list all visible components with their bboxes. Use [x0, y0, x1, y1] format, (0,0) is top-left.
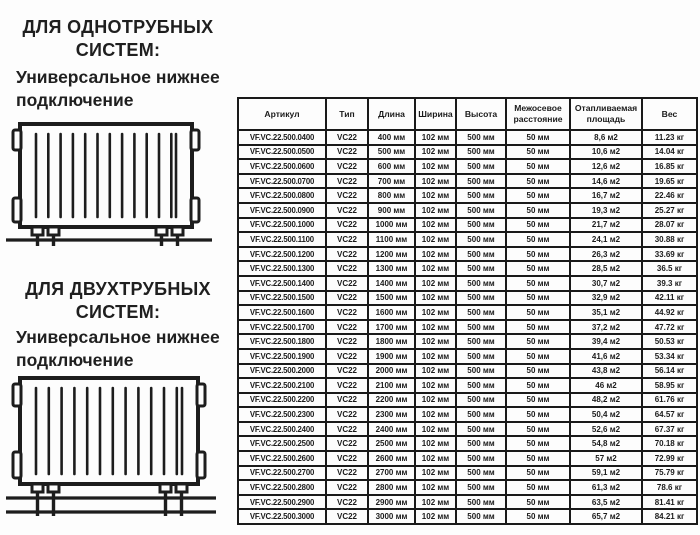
cell-length: 2200 мм: [368, 393, 415, 408]
cell-article: VF.VC.22.500.0500: [238, 145, 326, 160]
cell-length: 1100 мм: [368, 232, 415, 247]
cell-weight: 25.27 кг: [642, 203, 697, 218]
cell-width: 102 мм: [415, 305, 456, 320]
cell-weight: 39.3 кг: [642, 276, 697, 291]
cell-height: 500 мм: [456, 174, 506, 189]
cell-axial-distance: 50 мм: [506, 407, 570, 422]
cell-axial-distance: 50 мм: [506, 130, 570, 145]
cell-height: 500 мм: [456, 422, 506, 437]
cell-weight: 16.85 кг: [642, 159, 697, 174]
cell-height: 500 мм: [456, 218, 506, 233]
table-row: [238, 261, 697, 276]
table-row: [238, 130, 697, 145]
cell-axial-distance: 50 мм: [506, 261, 570, 276]
cell-length: 2300 мм: [368, 407, 415, 422]
cell-length: 1600 мм: [368, 305, 415, 320]
cell-heated-area: 8,6 м2: [570, 130, 642, 145]
cell-heated-area: 61,3 м2: [570, 480, 642, 495]
cell-width: 102 мм: [415, 407, 456, 422]
column-header-axial-distance: Межосевое расстояние: [506, 98, 570, 130]
cell-axial-distance: 50 мм: [506, 145, 570, 160]
cell-height: 500 мм: [456, 480, 506, 495]
cell-article: VF.VC.22.500.1900: [238, 349, 326, 364]
cell-article: VF.VC.22.500.1600: [238, 305, 326, 320]
table-row: [238, 349, 697, 364]
cell-heated-area: 14,6 м2: [570, 174, 642, 189]
cell-axial-distance: 50 мм: [506, 509, 570, 524]
cell-heated-area: 21,7 м2: [570, 218, 642, 233]
cell-heated-area: 35,1 м2: [570, 305, 642, 320]
cell-length: 2100 мм: [368, 378, 415, 393]
cell-article: VF.VC.22.500.0900: [238, 203, 326, 218]
cell-length: 2900 мм: [368, 495, 415, 510]
cell-heated-area: 12,6 м2: [570, 159, 642, 174]
cell-article: VF.VC.22.500.1000: [238, 218, 326, 233]
cell-width: 102 мм: [415, 422, 456, 437]
cell-width: 102 мм: [415, 130, 456, 145]
cell-heated-area: 16,7 м2: [570, 188, 642, 203]
cell-height: 500 мм: [456, 188, 506, 203]
table-row: [238, 291, 697, 306]
cell-weight: 42.11 кг: [642, 291, 697, 306]
cell-height: 500 мм: [456, 451, 506, 466]
cell-heated-area: 46 м2: [570, 378, 642, 393]
cell-article: VF.VC.22.500.3000: [238, 509, 326, 524]
table-row: [238, 320, 697, 335]
cell-width: 102 мм: [415, 378, 456, 393]
table-row: [238, 218, 697, 233]
single-pipe-systems-heading: ДЛЯ ОДНОТРУБНЫХ СИСТЕМ:: [22, 17, 214, 61]
cell-axial-distance: 50 мм: [506, 276, 570, 291]
two-pipe-subtitle: Универсальное нижнее подключение: [16, 327, 220, 371]
table-row: [238, 334, 697, 349]
table-row: [238, 203, 697, 218]
cell-length: 2400 мм: [368, 422, 415, 437]
cell-length: 1700 мм: [368, 320, 415, 335]
cell-length: 600 мм: [368, 159, 415, 174]
cell-height: 500 мм: [456, 145, 506, 160]
cell-weight: 75.79 кг: [642, 466, 697, 481]
cell-axial-distance: 50 мм: [506, 334, 570, 349]
spec-table-container: [237, 97, 696, 525]
cell-article: VF.VC.22.500.2600: [238, 451, 326, 466]
left-panel: [0, 0, 236, 535]
cell-type: VC22: [326, 422, 368, 437]
cell-height: 500 мм: [456, 232, 506, 247]
cell-article: VF.VC.22.500.1300: [238, 261, 326, 276]
cell-length: 400 мм: [368, 130, 415, 145]
cell-type: VC22: [326, 159, 368, 174]
cell-heated-area: 24,1 м2: [570, 232, 642, 247]
cell-heated-area: 19,3 м2: [570, 203, 642, 218]
cell-height: 500 мм: [456, 349, 506, 364]
cell-type: VC22: [326, 480, 368, 495]
cell-weight: 78.6 кг: [642, 480, 697, 495]
cell-axial-distance: 50 мм: [506, 203, 570, 218]
cell-heated-area: 37,2 м2: [570, 320, 642, 335]
spec-table: [237, 97, 698, 525]
table-row: [238, 174, 697, 189]
cell-article: VF.VC.22.500.2400: [238, 422, 326, 437]
cell-width: 102 мм: [415, 334, 456, 349]
cell-width: 102 мм: [415, 261, 456, 276]
table-row: [238, 466, 697, 481]
table-row: [238, 188, 697, 203]
cell-length: 500 мм: [368, 145, 415, 160]
cell-height: 500 мм: [456, 320, 506, 335]
cell-weight: 84.21 кг: [642, 509, 697, 524]
cell-width: 102 мм: [415, 159, 456, 174]
cell-weight: 19.65 кг: [642, 174, 697, 189]
cell-article: VF.VC.22.500.1100: [238, 232, 326, 247]
cell-axial-distance: 50 мм: [506, 218, 570, 233]
cell-article: VF.VC.22.500.1800: [238, 334, 326, 349]
cell-axial-distance: 50 мм: [506, 247, 570, 262]
cell-article: VF.VC.22.500.1200: [238, 247, 326, 262]
cell-heated-area: 39,4 м2: [570, 334, 642, 349]
table-row: [238, 305, 697, 320]
cell-heated-area: 54,8 м2: [570, 436, 642, 451]
table-row: [238, 393, 697, 408]
cell-axial-distance: 50 мм: [506, 174, 570, 189]
column-header-height: Высота: [456, 98, 506, 130]
two-pipe-systems-heading: ДЛЯ ДВУХТРУБНЫХ СИСТЕМ:: [25, 279, 211, 323]
cell-width: 102 мм: [415, 466, 456, 481]
cell-height: 500 мм: [456, 159, 506, 174]
cell-weight: 70.18 кг: [642, 436, 697, 451]
cell-type: VC22: [326, 203, 368, 218]
cell-type: VC22: [326, 509, 368, 524]
cell-axial-distance: 50 мм: [506, 364, 570, 379]
cell-height: 500 мм: [456, 466, 506, 481]
cell-axial-distance: 50 мм: [506, 349, 570, 364]
cell-height: 500 мм: [456, 495, 506, 510]
table-row: [238, 422, 697, 437]
cell-article: VF.VC.22.500.2000: [238, 364, 326, 379]
cell-type: VC22: [326, 232, 368, 247]
cell-length: 2600 мм: [368, 451, 415, 466]
cell-type: VC22: [326, 261, 368, 276]
cell-axial-distance: 50 мм: [506, 451, 570, 466]
cell-weight: 81.41 кг: [642, 495, 697, 510]
cell-weight: 72.99 кг: [642, 451, 697, 466]
cell-type: VC22: [326, 436, 368, 451]
cell-weight: 33.69 кг: [642, 247, 697, 262]
cell-height: 500 мм: [456, 393, 506, 408]
cell-length: 2800 мм: [368, 480, 415, 495]
cell-heated-area: 28,5 м2: [570, 261, 642, 276]
cell-width: 102 мм: [415, 291, 456, 306]
cell-width: 102 мм: [415, 495, 456, 510]
cell-length: 1800 мм: [368, 334, 415, 349]
table-row: [238, 364, 697, 379]
column-header-article: Артикул: [238, 98, 326, 130]
cell-axial-distance: 50 мм: [506, 480, 570, 495]
cell-length: 1300 мм: [368, 261, 415, 276]
cell-weight: 56.14 кг: [642, 364, 697, 379]
cell-article: VF.VC.22.500.2500: [238, 436, 326, 451]
cell-type: VC22: [326, 451, 368, 466]
cell-axial-distance: 50 мм: [506, 291, 570, 306]
cell-width: 102 мм: [415, 480, 456, 495]
cell-height: 500 мм: [456, 364, 506, 379]
cell-length: 2000 мм: [368, 364, 415, 379]
cell-article: VF.VC.22.500.2800: [238, 480, 326, 495]
cell-width: 102 мм: [415, 276, 456, 291]
cell-height: 500 мм: [456, 130, 506, 145]
cell-axial-distance: 50 мм: [506, 159, 570, 174]
table-row: [238, 407, 697, 422]
cell-article: VF.VC.22.500.0600: [238, 159, 326, 174]
cell-weight: 47.72 кг: [642, 320, 697, 335]
cell-heated-area: 26,3 м2: [570, 247, 642, 262]
table-row: [238, 480, 697, 495]
cell-heated-area: 10,6 м2: [570, 145, 642, 160]
cell-article: VF.VC.22.500.2700: [238, 466, 326, 481]
cell-heated-area: 41,6 м2: [570, 349, 642, 364]
cell-width: 102 мм: [415, 436, 456, 451]
cell-heated-area: 30,7 м2: [570, 276, 642, 291]
cell-weight: 36.5 кг: [642, 261, 697, 276]
cell-length: 800 мм: [368, 188, 415, 203]
table-row: [238, 509, 697, 524]
cell-type: VC22: [326, 188, 368, 203]
cell-type: VC22: [326, 174, 368, 189]
cell-height: 500 мм: [456, 378, 506, 393]
table-row: [238, 495, 697, 510]
cell-axial-distance: 50 мм: [506, 378, 570, 393]
cell-weight: 14.04 кг: [642, 145, 697, 160]
cell-heated-area: 32,9 м2: [570, 291, 642, 306]
cell-type: VC22: [326, 407, 368, 422]
table-row: [238, 159, 697, 174]
cell-height: 500 мм: [456, 334, 506, 349]
column-header-width: Ширина: [415, 98, 456, 130]
table-row: [238, 451, 697, 466]
cell-height: 500 мм: [456, 291, 506, 306]
table-row: [238, 378, 697, 393]
cell-article: VF.VC.22.500.0700: [238, 174, 326, 189]
cell-type: VC22: [326, 393, 368, 408]
cell-type: VC22: [326, 305, 368, 320]
cell-weight: 64.57 кг: [642, 407, 697, 422]
cell-axial-distance: 50 мм: [506, 495, 570, 510]
cell-weight: 53.34 кг: [642, 349, 697, 364]
table-row: [238, 232, 697, 247]
cell-type: VC22: [326, 218, 368, 233]
cell-length: 1400 мм: [368, 276, 415, 291]
cell-height: 500 мм: [456, 276, 506, 291]
cell-weight: 22.46 кг: [642, 188, 697, 203]
cell-height: 500 мм: [456, 247, 506, 262]
cell-length: 2700 мм: [368, 466, 415, 481]
cell-length: 1200 мм: [368, 247, 415, 262]
single-pipe-radiator-diagram: [4, 112, 216, 254]
cell-heated-area: 48,2 м2: [570, 393, 642, 408]
cell-height: 500 мм: [456, 261, 506, 276]
cell-width: 102 мм: [415, 364, 456, 379]
column-header-heated-area: Отапливаемая площадь: [570, 98, 642, 130]
cell-length: 3000 мм: [368, 509, 415, 524]
cell-axial-distance: 50 мм: [506, 320, 570, 335]
cell-article: VF.VC.22.500.2100: [238, 378, 326, 393]
cell-width: 102 мм: [415, 145, 456, 160]
cell-weight: 61.76 кг: [642, 393, 697, 408]
cell-type: VC22: [326, 349, 368, 364]
cell-axial-distance: 50 мм: [506, 232, 570, 247]
two-pipe-radiator-diagram: [4, 370, 220, 522]
cell-axial-distance: 50 мм: [506, 436, 570, 451]
cell-article: VF.VC.22.500.0400: [238, 130, 326, 145]
cell-height: 500 мм: [456, 436, 506, 451]
cell-article: VF.VC.22.500.1400: [238, 276, 326, 291]
header-row: [238, 98, 697, 130]
cell-type: VC22: [326, 145, 368, 160]
cell-type: VC22: [326, 320, 368, 335]
cell-width: 102 мм: [415, 174, 456, 189]
cell-length: 1900 мм: [368, 349, 415, 364]
cell-width: 102 мм: [415, 203, 456, 218]
table-row: [238, 276, 697, 291]
column-header-length: Длина: [368, 98, 415, 130]
cell-type: VC22: [326, 378, 368, 393]
cell-article: VF.VC.22.500.0800: [238, 188, 326, 203]
cell-width: 102 мм: [415, 232, 456, 247]
table-row: [238, 247, 697, 262]
cell-length: 700 мм: [368, 174, 415, 189]
cell-heated-area: 52,6 м2: [570, 422, 642, 437]
cell-height: 500 мм: [456, 203, 506, 218]
cell-width: 102 мм: [415, 188, 456, 203]
column-header-weight: Вес: [642, 98, 697, 130]
cell-heated-area: 59,1 м2: [570, 466, 642, 481]
cell-width: 102 мм: [415, 509, 456, 524]
cell-heated-area: 50,4 м2: [570, 407, 642, 422]
cell-length: 1500 мм: [368, 291, 415, 306]
cell-heated-area: 63,5 м2: [570, 495, 642, 510]
cell-type: VC22: [326, 291, 368, 306]
table-row: [238, 436, 697, 451]
table-row: [238, 145, 697, 160]
cell-height: 500 мм: [456, 509, 506, 524]
cell-axial-distance: 50 мм: [506, 188, 570, 203]
cell-axial-distance: 50 мм: [506, 422, 570, 437]
cell-axial-distance: 50 мм: [506, 393, 570, 408]
cell-width: 102 мм: [415, 247, 456, 262]
cell-heated-area: 57 м2: [570, 451, 642, 466]
cell-weight: 30.88 кг: [642, 232, 697, 247]
column-header-type: Тип: [326, 98, 368, 130]
cell-article: VF.VC.22.500.2200: [238, 393, 326, 408]
cell-width: 102 мм: [415, 451, 456, 466]
cell-width: 102 мм: [415, 349, 456, 364]
cell-height: 500 мм: [456, 305, 506, 320]
cell-width: 102 мм: [415, 393, 456, 408]
single-pipe-subtitle: Универсальное нижнее подключение: [16, 67, 220, 111]
cell-width: 102 мм: [415, 320, 456, 335]
cell-weight: 67.37 кг: [642, 422, 697, 437]
cell-axial-distance: 50 мм: [506, 466, 570, 481]
cell-article: VF.VC.22.500.1700: [238, 320, 326, 335]
cell-width: 102 мм: [415, 218, 456, 233]
cell-type: VC22: [326, 247, 368, 262]
cell-article: VF.VC.22.500.2300: [238, 407, 326, 422]
cell-type: VC22: [326, 466, 368, 481]
cell-length: 2500 мм: [368, 436, 415, 451]
cell-length: 1000 мм: [368, 218, 415, 233]
cell-heated-area: 43,8 м2: [570, 364, 642, 379]
cell-type: VC22: [326, 130, 368, 145]
cell-weight: 50.53 кг: [642, 334, 697, 349]
cell-weight: 28.07 кг: [642, 218, 697, 233]
cell-type: VC22: [326, 334, 368, 349]
cell-axial-distance: 50 мм: [506, 305, 570, 320]
cell-heated-area: 65,7 м2: [570, 509, 642, 524]
cell-weight: 11.23 кг: [642, 130, 697, 145]
cell-article: VF.VC.22.500.1500: [238, 291, 326, 306]
spec-table-body: [238, 130, 697, 524]
cell-weight: 44.92 кг: [642, 305, 697, 320]
cell-length: 900 мм: [368, 203, 415, 218]
cell-type: VC22: [326, 276, 368, 291]
cell-weight: 58.95 кг: [642, 378, 697, 393]
cell-height: 500 мм: [456, 407, 506, 422]
cell-type: VC22: [326, 495, 368, 510]
cell-article: VF.VC.22.500.2900: [238, 495, 326, 510]
cell-type: VC22: [326, 364, 368, 379]
